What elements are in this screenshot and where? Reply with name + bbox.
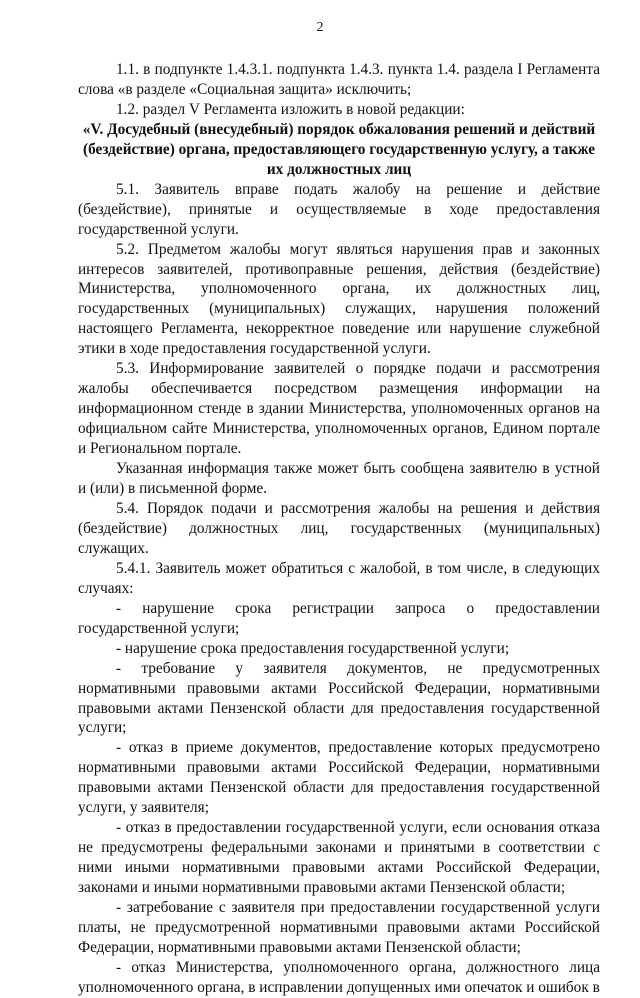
paragraph-5-2: 5.2. Предметом жалобы могут являться нарушения прав и законных интересов заявителей, противоправные решения, действия (бездействие) Министерства, уполномоченного органа, их должностных лиц, государственных (муниципальных) служащих, нарушения положений настоящего Регламента, некорректное поведение или нарушение служебной этики в ходе предоставления государственной услуги. [78, 240, 600, 358]
paragraph-5-3: 5.3. Информирование заявителей о порядке подачи и рассмотрения жалобы обеспечивается посредством размещения информации на информационном стенде в здании Министерства, уполномоченных органов на официальном сайте Министерства, уполномоченных органов, Едином портале и Региональном портале. [78, 360, 600, 458]
list-item: - нарушение срока регистрации запроса о предоставлении государственной услуги; [78, 599, 600, 637]
paragraph-5-4-1: 5.4.1. Заявитель может обратиться с жалобой, в том числе, в следующих случаях: [78, 559, 600, 597]
page-number: 2 [316, 20, 324, 35]
list-item: - затребование с заявителя при предоставлении государственной услуги платы, не предусмотренной нормативными правовыми актами Российской Федерации, нормативными правовыми актами Пензенской области; [78, 899, 600, 956]
section-heading: «V. Досудебный (внесудебный) порядок обжалования решений и действий (бездействие) органа, предоставляющего государственную услугу, а также их должностных лиц [82, 120, 596, 178]
list-item: - отказ Министерства, уполномоченного органа, должностного лица уполномоченного органа, в исправлении допущенных ими опечаток и ошибок в [78, 958, 600, 996]
list-item: - требование у заявителя документов, не предусмотренных нормативными правовыми актами Российской Федерации, нормативными правовыми актами Пензенской области для предоставления государственной услуги; [78, 659, 600, 737]
paragraph-5-1: 5.1. Заявитель вправе подать жалобу на решение и действие (бездействие), принятые и осуществляемые в ходе предоставления государственной услуги. [78, 180, 600, 238]
document-body [78, 60, 600, 998]
list-item: - отказ в предоставлении государственной услуги, если основания отказа не предусмотрены федеральными законами и принятыми в соответствии с ними иными нормативными правовыми актами Российской Федерации, законами и иными нормативными правовыми актами Пензенской области; [78, 819, 600, 897]
paragraph-info-form: Указанная информация также может быть сообщена заявителю в устной и (или) в письменной форме. [78, 460, 600, 498]
paragraph-1-2: 1.2. раздел V Регламента изложить в новой редакции: [116, 100, 465, 118]
list-item: - нарушение срока предоставления государственной услуги; [116, 639, 510, 657]
paragraph-1-1: 1.1. в подпункте 1.4.3.1. подпункта 1.4.3. пункта 1.4. раздела I Регламента слова «в разделе «Социальная защита» исключить; [78, 61, 600, 98]
paragraph-5-4: 5.4. Порядок подачи и рассмотрения жалобы на решения и действия (бездействие) должностных лиц, государственных (муниципальных) служащих. [78, 499, 600, 557]
list-item: - отказ в приеме документов, предоставление которых предусмотрено нормативными правовыми актами Российской Федерации, нормативными правовыми актами Пензенской области для предоставления государственной услуги, у заявителя; [78, 739, 600, 817]
